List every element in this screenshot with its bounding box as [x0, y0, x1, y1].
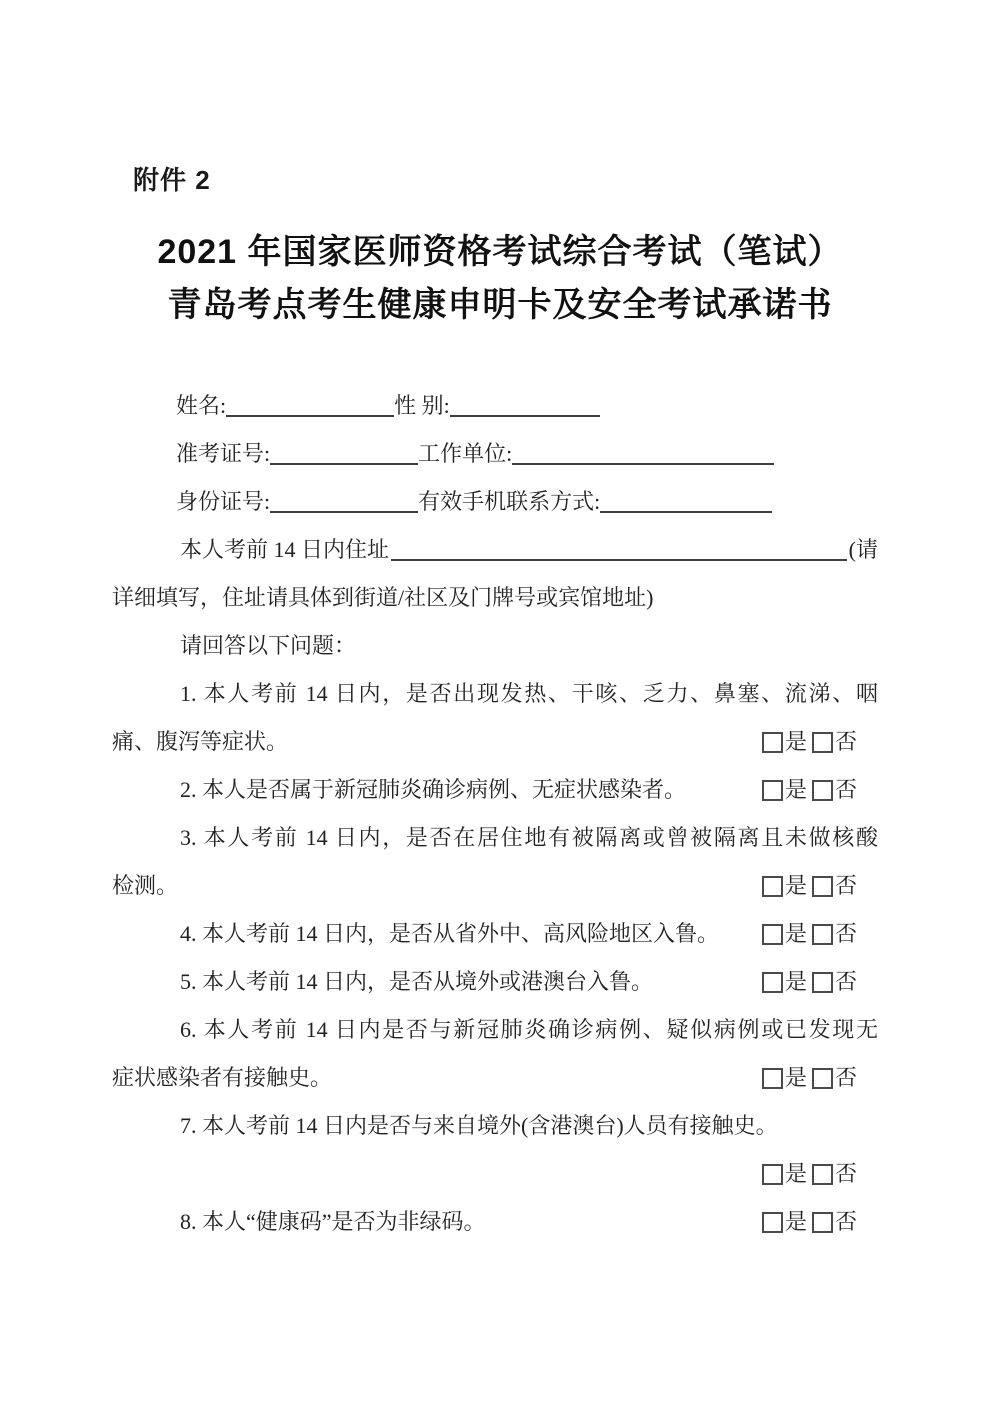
work-unit-blank[interactable] — [512, 437, 774, 465]
q8-no-label: 否 — [834, 1209, 857, 1234]
q3-yes-checkbox[interactable] — [762, 876, 783, 897]
q3-yes-label: 是 — [784, 873, 807, 898]
question-4-line-1 — [112, 910, 878, 958]
address-paren: (请 — [848, 537, 878, 562]
row-address — [112, 526, 878, 574]
id-number-label: 身份证号: — [176, 489, 271, 514]
gender-blank[interactable] — [450, 389, 600, 417]
q4-yes-no-group — [762, 910, 862, 958]
id-number-blank[interactable] — [270, 485, 418, 513]
question-1-line-2 — [112, 718, 878, 766]
q4-no-label: 否 — [834, 921, 857, 946]
q6-no-label: 否 — [834, 1065, 857, 1090]
title-line-2: 青岛考点考生健康申明卡及安全考试承诺书 — [167, 286, 833, 324]
question-2-line-1 — [112, 766, 878, 814]
q7-yes-no-group — [762, 1150, 862, 1198]
q7-yes-label: 是 — [784, 1161, 807, 1186]
document-title — [0, 226, 1000, 332]
q5-yes-checkbox[interactable] — [762, 972, 783, 993]
question-6-text: 症状感染者有接触史。 — [112, 1065, 333, 1090]
q6-yes-checkbox[interactable] — [762, 1068, 783, 1089]
admission-ticket-blank[interactable] — [270, 437, 418, 465]
name-label: 姓名: — [176, 393, 227, 418]
question-7-line-1 — [112, 1102, 878, 1150]
question-6-line-1: 6. 本人考前 14 日内是否与新冠肺炎确诊病例、疑似病例或已发现无 — [180, 1017, 878, 1042]
address-note: 详细填写，住址请具体到街道/社区及门牌号或宾馆地址) — [112, 585, 654, 610]
phone-blank[interactable] — [600, 485, 772, 513]
q3-yes-no-group — [762, 862, 862, 910]
question-1-line-1: 1. 本人考前 14 日内，是否出现发热、干咳、乏力、鼻塞、流涕、咽 — [180, 681, 878, 706]
q1-no-checkbox[interactable] — [812, 732, 833, 753]
question-3-text: 检测。 — [112, 873, 179, 898]
q5-no-checkbox[interactable] — [812, 972, 833, 993]
attachment-label: 附件 2 — [133, 165, 211, 195]
admission-ticket-label: 准考证号: — [176, 441, 271, 466]
q1-no-label: 否 — [834, 729, 857, 754]
q1-yes-label: 是 — [784, 729, 807, 754]
question-7-line-2 — [112, 1150, 878, 1198]
question-5-text: 5. 本人考前 14 日内，是否从境外或港澳台入鲁。 — [180, 969, 654, 994]
work-unit-label: 工作单位: — [418, 441, 513, 466]
row-ticket-workunit — [176, 430, 878, 478]
q3-no-checkbox[interactable] — [812, 876, 833, 897]
q8-yes-checkbox[interactable] — [762, 1212, 783, 1233]
form-body — [112, 382, 878, 1246]
q7-no-checkbox[interactable] — [812, 1164, 833, 1185]
question-1-text: 痛、腹泻等症状。 — [112, 729, 289, 754]
q2-yes-no-group — [762, 766, 862, 814]
q8-no-checkbox[interactable] — [812, 1212, 833, 1233]
question-7-text: 7. 本人考前 14 日内是否与来自境外(含港澳台)人员有接触史。 — [180, 1113, 778, 1138]
q3-no-label: 否 — [834, 873, 857, 898]
q6-yes-no-group — [762, 1054, 862, 1102]
title-line-1: 2021 年国家医师资格考试综合考试（笔试） — [157, 233, 843, 271]
q6-no-checkbox[interactable] — [812, 1068, 833, 1089]
question-8-line-1 — [112, 1198, 878, 1246]
q2-no-label: 否 — [834, 777, 857, 802]
q4-no-checkbox[interactable] — [812, 924, 833, 945]
q2-yes-checkbox[interactable] — [762, 780, 783, 801]
q1-yes-no-group — [762, 718, 862, 766]
gender-label: 性 别: — [394, 393, 450, 418]
question-3-line-1: 3. 本人考前 14 日内，是否在居住地有被隔离或曾被隔离且未做核酸 — [180, 825, 878, 850]
question-5-line-1 — [112, 958, 878, 1006]
q5-no-label: 否 — [834, 969, 857, 994]
q4-yes-checkbox[interactable] — [762, 924, 783, 945]
questions-intro: 请回答以下问题： — [180, 633, 357, 658]
q2-yes-label: 是 — [784, 777, 807, 802]
q5-yes-label: 是 — [784, 969, 807, 994]
question-2-text: 2. 本人是否属于新冠肺炎确诊病例、无症状感染者。 — [180, 777, 687, 802]
phone-label: 有效手机联系方式: — [418, 489, 601, 514]
q1-yes-checkbox[interactable] — [762, 732, 783, 753]
q5-yes-no-group — [762, 958, 862, 1006]
q7-no-label: 否 — [834, 1161, 857, 1186]
q6-yes-label: 是 — [784, 1065, 807, 1090]
address-blank[interactable] — [391, 533, 847, 561]
row-name-gender — [176, 382, 878, 430]
q2-no-checkbox[interactable] — [812, 780, 833, 801]
q8-yes-label: 是 — [784, 1209, 807, 1234]
question-8-text: 8. 本人“健康码”是否为非绿码。 — [180, 1209, 486, 1234]
q4-yes-label: 是 — [784, 921, 807, 946]
question-3-line-2 — [112, 862, 878, 910]
address-label: 本人考前 14 日内住址 — [180, 537, 390, 562]
q8-yes-no-group — [762, 1198, 862, 1246]
name-blank[interactable] — [226, 389, 394, 417]
question-6-line-2 — [112, 1054, 878, 1102]
q7-yes-checkbox[interactable] — [762, 1164, 783, 1185]
question-4-text: 4. 本人考前 14 日内，是否从省外中、高风险地区入鲁。 — [180, 921, 720, 946]
row-id-phone — [176, 478, 878, 526]
